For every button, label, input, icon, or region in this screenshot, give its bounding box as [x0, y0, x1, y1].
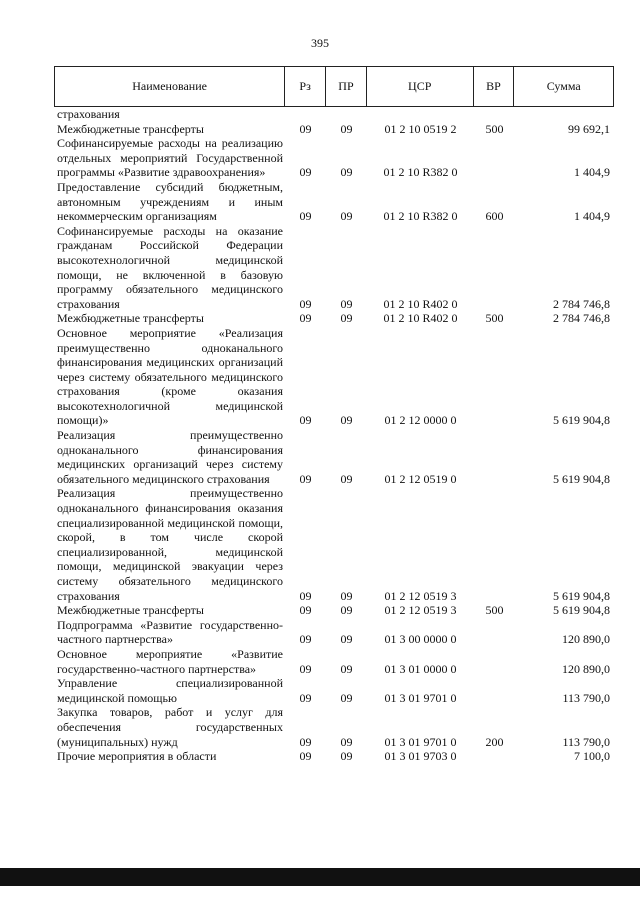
row-pr: 09 [340, 632, 353, 647]
table-row [54, 618, 614, 647]
row-sum: 120 890,0 [562, 632, 610, 647]
header-rz: Рз [285, 67, 326, 106]
row-pr: 09 [340, 413, 353, 428]
row-rz: 09 [299, 603, 312, 618]
row-rz: 09 [299, 588, 312, 603]
row-csr: 01 2 10 R382 0 [383, 209, 458, 224]
row-vr: 600 [485, 209, 504, 224]
row-csr: 01 3 01 0000 0 [384, 661, 457, 676]
table-row [54, 705, 614, 749]
header-sum: Сумма [546, 79, 581, 93]
row-name: Основное мероприятие «Развитие государственно-частного партнерства» [57, 646, 283, 676]
row-pr: 09 [340, 603, 353, 618]
row-rz: 09 [299, 121, 312, 136]
scan-edge-bar [0, 868, 640, 886]
table-row [54, 311, 614, 326]
row-csr: 01 3 01 9701 0 [384, 690, 457, 705]
row-vr: 500 [485, 311, 504, 326]
table-row [54, 647, 614, 676]
header-csr: ЦСР [367, 67, 474, 106]
row-sum: 5 619 904,8 [553, 471, 610, 486]
row-csr: 01 2 10 R382 0 [383, 165, 458, 180]
row-name: Прочие мероприятия в области [57, 749, 217, 764]
table-row [54, 603, 614, 618]
row-csr: 01 2 10 0519 2 [384, 121, 457, 136]
row-rz: 09 [299, 413, 312, 428]
row-rz: 09 [299, 632, 312, 647]
row-name: Основное мероприятие «Реализация преимущественно одноканального финансирования медицинских организаций через систему обязательного медицинского страхования (кроме оказания высокотехнологичной медицинской помощи)» [57, 325, 283, 428]
table-row [54, 486, 614, 603]
row-name: Предоставление субсидий бюджетным, автономным учреждениям и иным некоммерческим организациям [57, 179, 283, 224]
row-pr: 09 [340, 734, 353, 749]
table-row [54, 224, 614, 312]
row-vr: 500 [485, 121, 504, 136]
row-sum: 113 790,0 [562, 734, 610, 749]
row-csr: 01 3 01 9701 0 [384, 734, 457, 749]
row-csr: 01 2 12 0519 3 [384, 603, 457, 618]
table-header [54, 66, 614, 107]
row-name: Закупка товаров, работ и услуг для обеспечения государственных (муниципальных) нужд [57, 705, 283, 749]
table-row [54, 107, 614, 122]
table-row [54, 180, 614, 224]
table-body [54, 107, 614, 764]
row-pr: 09 [340, 121, 353, 136]
row-name: Реализация преимущественно одноканального финансирования оказания специализированной медицинской помощи, скорой, в том числе скорой специализированной, медицинской помощи, медицинской эвакуации через систему обязательного медицинского страхования [57, 486, 283, 603]
row-name: Подпрограмма «Развитие государственно-частного партнерства» [57, 617, 283, 647]
row-name: Софинансируемые расходы на оказание гражданам Российской Федерации высокотехнологичной медицинской помощи, не включенной в базовую программу обязательного медицинского страхования [57, 223, 283, 311]
row-name: Управление специализированной медицинской помощью [57, 676, 283, 705]
row-sum: 7 100,0 [574, 749, 610, 764]
row-vr: 200 [485, 734, 504, 749]
row-pr: 09 [340, 165, 353, 180]
row-pr: 09 [340, 690, 353, 705]
row-sum: 1 404,9 [574, 209, 610, 224]
table-row [54, 749, 614, 764]
table-row [54, 676, 614, 705]
row-rz: 09 [299, 661, 312, 676]
row-pr: 09 [340, 661, 353, 676]
row-name: Межбюджетные трансферты [57, 121, 204, 136]
table-row [54, 136, 614, 180]
row-csr: 01 2 10 R402 0 [383, 296, 458, 311]
row-name: Реализация преимущественно одноканального финансирования медицинских организаций через систему обязательного медицинского страхования [57, 428, 283, 486]
table-row [54, 122, 614, 137]
row-name: страхования [57, 107, 120, 121]
table-row [54, 428, 614, 486]
row-sum: 120 890,0 [562, 661, 610, 676]
header-vr: ВР [474, 67, 515, 106]
row-csr: 01 2 10 R402 0 [383, 311, 458, 326]
row-pr: 09 [340, 471, 353, 486]
row-name: Межбюджетные трансферты [57, 603, 204, 618]
row-rz: 09 [299, 471, 312, 486]
row-rz: 09 [299, 296, 312, 311]
page-number: 395 [311, 36, 329, 50]
row-rz: 09 [299, 311, 312, 326]
row-sum: 2 784 746,8 [553, 296, 610, 311]
row-sum: 2 784 746,8 [553, 311, 610, 326]
row-name: Софинансируемые расходы на реализацию отдельных мероприятий Государственной программы «Развитие здравоохранения» [57, 136, 283, 180]
row-rz: 09 [299, 165, 312, 180]
row-csr: 01 2 12 0000 0 [384, 413, 457, 428]
row-pr: 09 [340, 588, 353, 603]
row-csr: 01 3 00 0000 0 [384, 632, 457, 647]
row-sum: 5 619 904,8 [553, 603, 610, 618]
row-sum: 113 790,0 [562, 690, 610, 705]
row-vr: 500 [485, 603, 504, 618]
row-sum: 5 619 904,8 [553, 588, 610, 603]
table-row [54, 326, 614, 428]
row-rz: 09 [299, 690, 312, 705]
row-sum: 5 619 904,8 [553, 413, 610, 428]
header-name: Наименование [55, 67, 285, 106]
row-pr: 09 [340, 296, 353, 311]
row-name: Межбюджетные трансферты [57, 311, 204, 326]
row-pr: 09 [340, 209, 353, 224]
row-sum: 99 692,1 [568, 121, 610, 136]
row-pr: 09 [340, 311, 353, 326]
row-sum: 1 404,9 [574, 165, 610, 180]
header-pr: ПР [326, 67, 367, 106]
row-rz: 09 [299, 734, 312, 749]
row-pr: 09 [340, 749, 353, 764]
row-csr: 01 2 12 0519 3 [384, 588, 457, 603]
row-rz: 09 [299, 749, 312, 764]
row-rz: 09 [299, 209, 312, 224]
row-csr: 01 3 01 9703 0 [384, 749, 457, 764]
row-csr: 01 2 12 0519 0 [384, 471, 457, 486]
